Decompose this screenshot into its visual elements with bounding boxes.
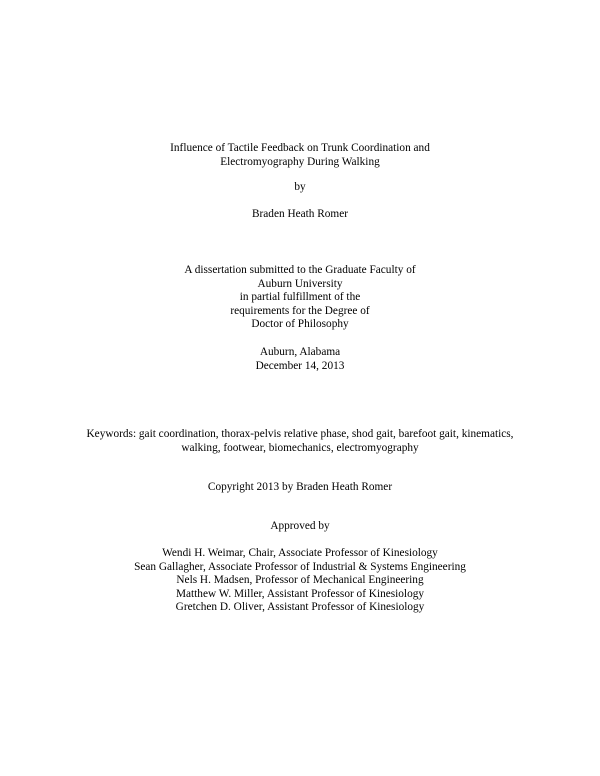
- approved-text: Approved by: [270, 520, 330, 532]
- date-text: December 14, 2013: [255, 359, 345, 372]
- committee-member: Matthew W. Miller, Assistant Professor of Kinesiology: [175, 587, 425, 600]
- copyright-notice: [0, 481, 600, 495]
- keywords-line-1: Keywords: gait coordination, thorax-pelvis relative phase, shod gait, barefoot gait, kinematics,: [86, 428, 514, 440]
- copyright-text: Copyright 2013 by Braden Heath Romer: [207, 481, 393, 493]
- title-line-2: Electromyography During Walking: [220, 155, 380, 168]
- author-text: Braden Heath Romer: [252, 208, 348, 220]
- place-and-date: [0, 346, 600, 373]
- submission-line-1: A dissertation submitted to the Graduate Faculty of: [184, 264, 416, 276]
- place-text: Auburn, Alabama: [259, 346, 341, 358]
- submission-statement: [0, 264, 600, 332]
- title-line-1: Influence of Tactile Feedback on Trunk Coordination and: [170, 142, 430, 154]
- author-name: [0, 208, 600, 222]
- submission-line-5: Doctor of Philosophy: [251, 318, 349, 330]
- keywords: [0, 428, 600, 455]
- committee-member: Gretchen D. Oliver, Assistant Professor of Kinesiology: [175, 601, 425, 613]
- committee-member: Nels H. Madsen, Professor of Mechanical Engineering: [176, 574, 424, 586]
- dissertation-title: [0, 142, 600, 169]
- committee-member: Wendi H. Weimar, Chair, Associate Professor of Kinesiology: [162, 547, 438, 559]
- committee-list: [0, 547, 600, 615]
- by-label: [0, 181, 600, 195]
- committee-member: Sean Gallagher, Associate Professor of Industrial & Systems Engineering: [134, 560, 466, 573]
- submission-line-4: requirements for the Degree of: [230, 304, 370, 317]
- approved-heading: [0, 520, 600, 534]
- by-text: by: [294, 181, 306, 193]
- submission-line-2: Auburn University: [257, 277, 343, 290]
- submission-line-3: in partial fulfillment of the: [239, 291, 361, 303]
- keywords-line-2: walking, footwear, biomechanics, electromyography: [181, 441, 419, 454]
